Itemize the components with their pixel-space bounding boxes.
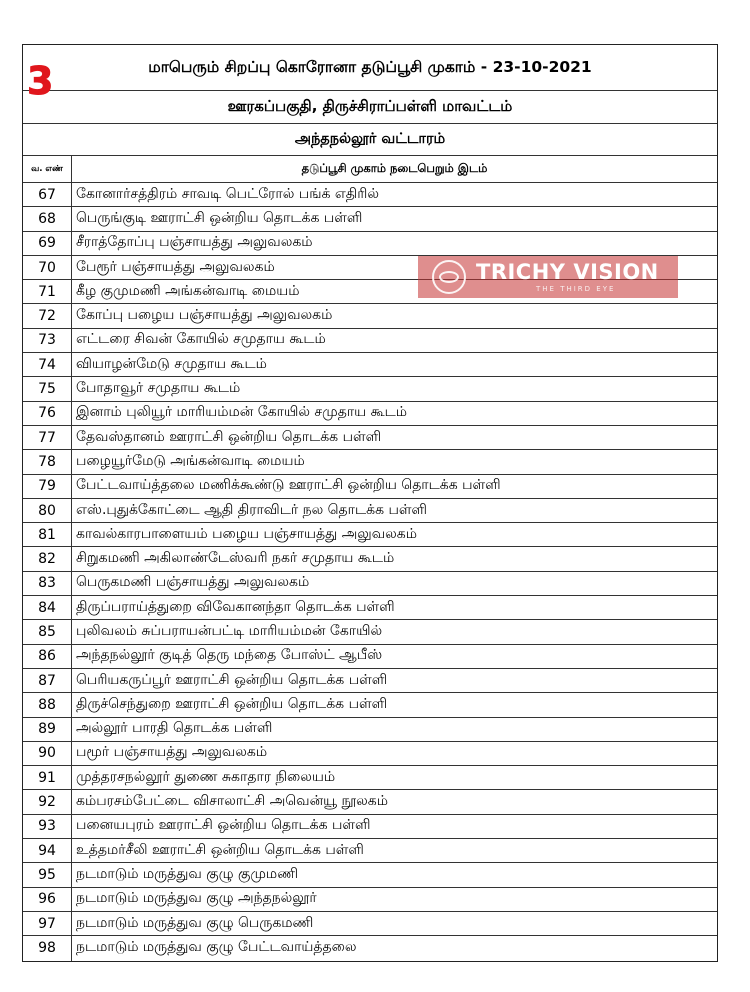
place-column-header: தடுப்பூசி முகாம் நடைபெறும் இடம்: [301, 161, 488, 175]
table-row: [23, 839, 717, 863]
camp-location: பெரியகருப்பூர் ஊராட்சி ஒன்றிய தொடக்க பள்ளி: [76, 671, 388, 688]
serial-number: 76: [23, 402, 72, 425]
serial-number: 91: [23, 766, 72, 789]
camp-location: தேவஸ்தானம் ஊராட்சி ஒன்றிய தொடக்க பள்ளி: [76, 428, 382, 445]
watermark-subtitle: THE THIRD EYE: [536, 284, 616, 293]
camp-location: இனாம் புலியூர் மாரியம்மன் கோயில் சமுதாய கூடம்: [76, 404, 408, 421]
table-row: [23, 232, 717, 256]
table-row: [23, 912, 717, 936]
serial-number: 67: [23, 183, 72, 206]
camp-location: பமூர் பஞ்சாயத்து அலுவலகம்: [76, 744, 268, 761]
table-row: [23, 304, 717, 328]
serial-number: 88: [23, 693, 72, 716]
camp-location: நடமாடும் மருத்துவ குழு அந்தநல்லூர்: [76, 890, 317, 907]
serial-number: 89: [23, 718, 72, 741]
camp-location: பெருங்குடி ஊராட்சி ஒன்றிய தொடக்க பள்ளி: [76, 209, 363, 226]
serial-number: 83: [23, 572, 72, 595]
camp-location: நடமாடும் மருத்துவ குழு பெருகமணி: [76, 914, 314, 931]
serial-number: 85: [23, 620, 72, 643]
serial-number: 77: [23, 426, 72, 449]
table-row: [23, 936, 717, 960]
camp-location: பேரூர் பஞ்சாயத்து அலுவலகம்: [76, 258, 275, 275]
serial-number: 72: [23, 304, 72, 327]
camp-location: முத்தரசநல்லூர் துணை சுகாதார நிலையம்: [76, 768, 336, 785]
camp-location: சிறுகமணி அகிலாண்டேஸ்வரி நகர் சமுதாய கூடம்: [76, 550, 395, 567]
camp-location: திருப்பராய்த்துறை விவேகானந்தா தொடக்க பள்ளி: [76, 598, 395, 615]
table-row: [23, 499, 717, 523]
table-row: [23, 620, 717, 644]
camp-location: திருச்செந்துறை ஊராட்சி ஒன்றிய தொடக்க பள்ளி: [76, 695, 388, 712]
table-row: [23, 742, 717, 766]
serial-number: 86: [23, 645, 72, 668]
serial-number: 81: [23, 523, 72, 546]
table-row: [23, 596, 717, 620]
block-heading: அந்தநல்லூர் வட்டாரம்: [23, 124, 717, 156]
serial-number: 70: [23, 256, 72, 279]
table-row: [23, 426, 717, 450]
serial-number: 74: [23, 353, 72, 376]
camp-location: பழையூர்மேடு அங்கன்வாடி மையம்: [76, 452, 305, 469]
camp-location: கம்பரசம்பேட்டை விசாலாட்சி அவென்யூ நூலகம்: [76, 793, 389, 810]
table-row: [23, 888, 717, 912]
camp-location: அல்லூர் பாரதி தொடக்க பள்ளி: [76, 720, 273, 737]
eye-logo-icon: [432, 260, 466, 294]
table-row: [23, 572, 717, 596]
table-row: [23, 863, 717, 887]
serial-number: 90: [23, 742, 72, 765]
table-row: [23, 766, 717, 790]
serial-number: 69: [23, 232, 72, 255]
table-row: [23, 475, 717, 499]
serial-number: 79: [23, 475, 72, 498]
serial-number: 97: [23, 912, 72, 935]
camp-location: நடமாடும் மருத்துவ குழு பேட்டவாய்த்தலை: [76, 939, 357, 956]
district-heading: ஊரகப்பகுதி, திருச்சிராப்பள்ளி மாவட்டம்: [23, 91, 717, 124]
camp-location: எஸ்.புதுக்கோட்டை ஆதி திராவிடர் நல தொடக்க பள்ளி: [76, 501, 428, 518]
table-row: [23, 183, 717, 207]
camp-location: நடமாடும் மருத்துவ குழு குமுமணி: [76, 865, 299, 882]
serial-number: 68: [23, 207, 72, 230]
serial-number: 93: [23, 815, 72, 838]
table-row: [23, 645, 717, 669]
page-title: மாபெரும் சிறப்பு கொரோனா தடுப்பூசி முகாம் - 23-10-2021: [23, 45, 717, 91]
serial-number: 82: [23, 547, 72, 570]
table-row: [23, 207, 717, 231]
table-row: [23, 377, 717, 401]
serial-number: 84: [23, 596, 72, 619]
camp-location: கோனார்சத்திரம் சாவடி பெட்ரோல் பங்க் எதிரில்: [76, 185, 379, 202]
table-row: [23, 669, 717, 693]
camp-location: பனையபுரம் ஊராட்சி ஒன்றிய தொடக்க பள்ளி: [76, 817, 371, 834]
camp-location: உத்தமர்சீலி ஊராட்சி ஒன்றிய தொடக்க பள்ளி: [76, 841, 364, 858]
table-row: [23, 523, 717, 547]
camp-location: காவல்காரபாளையம் பழைய பஞ்சாயத்து அலுவலகம்: [76, 525, 417, 542]
table-row: [23, 402, 717, 426]
camp-location: அந்தநல்லூர் குடித் தெரு மந்தை போஸ்ட் ஆபீஸ்: [76, 647, 383, 664]
table-row: [23, 718, 717, 742]
camp-location: சீராத்தோப்பு பஞ்சாயத்து அலுவலகம்: [76, 234, 313, 251]
camp-location: போதாவூர் சமுதாய கூடம்: [76, 380, 241, 397]
serial-number: 80: [23, 499, 72, 522]
table-row: [23, 329, 717, 353]
camp-location: எட்டரை சிவன் கோயில் சமுதாய கூடம்: [76, 331, 326, 348]
trichy-vision-watermark: [418, 256, 678, 298]
table-header: [23, 156, 717, 183]
document-sheet: [22, 44, 718, 962]
serial-number: 95: [23, 863, 72, 886]
serial-number: 96: [23, 888, 72, 911]
serial-number: 71: [23, 280, 72, 303]
camp-location: புலிவலம் சுப்பராயன்பட்டி மாரியம்மன் கோயில்: [76, 622, 383, 639]
table-body: [23, 183, 717, 961]
table-row: [23, 693, 717, 717]
camp-location: வியாழன்மேடு சமுதாய கூடம்: [76, 355, 267, 372]
camp-location: பேட்டவாய்த்தலை மணிக்கூண்டு ஊராட்சி ஒன்றிய தொடக்க பள்ளி: [76, 477, 501, 494]
table-row: [23, 815, 717, 839]
serial-number: 87: [23, 669, 72, 692]
serial-number: 94: [23, 839, 72, 862]
camp-location: கோப்பு பழைய பஞ்சாயத்து அலுவலகம்: [76, 307, 333, 324]
serial-column-header: வ. எண்: [23, 156, 72, 182]
serial-number: 75: [23, 377, 72, 400]
camp-location: கீழ குமுமணி அங்கன்வாடி மையம்: [76, 282, 300, 299]
table-row: [23, 547, 717, 571]
serial-number: 98: [23, 936, 72, 960]
table-row: [23, 353, 717, 377]
serial-number: 78: [23, 450, 72, 473]
watermark-title: TRICHY VISION: [476, 259, 659, 284]
serial-number: 92: [23, 790, 72, 813]
page-number-badge: 3: [27, 59, 54, 103]
table-row: [23, 450, 717, 474]
camp-location: பெருகமணி பஞ்சாயத்து அலுவலகம்: [76, 574, 310, 591]
table-row: [23, 790, 717, 814]
serial-number: 73: [23, 329, 72, 352]
